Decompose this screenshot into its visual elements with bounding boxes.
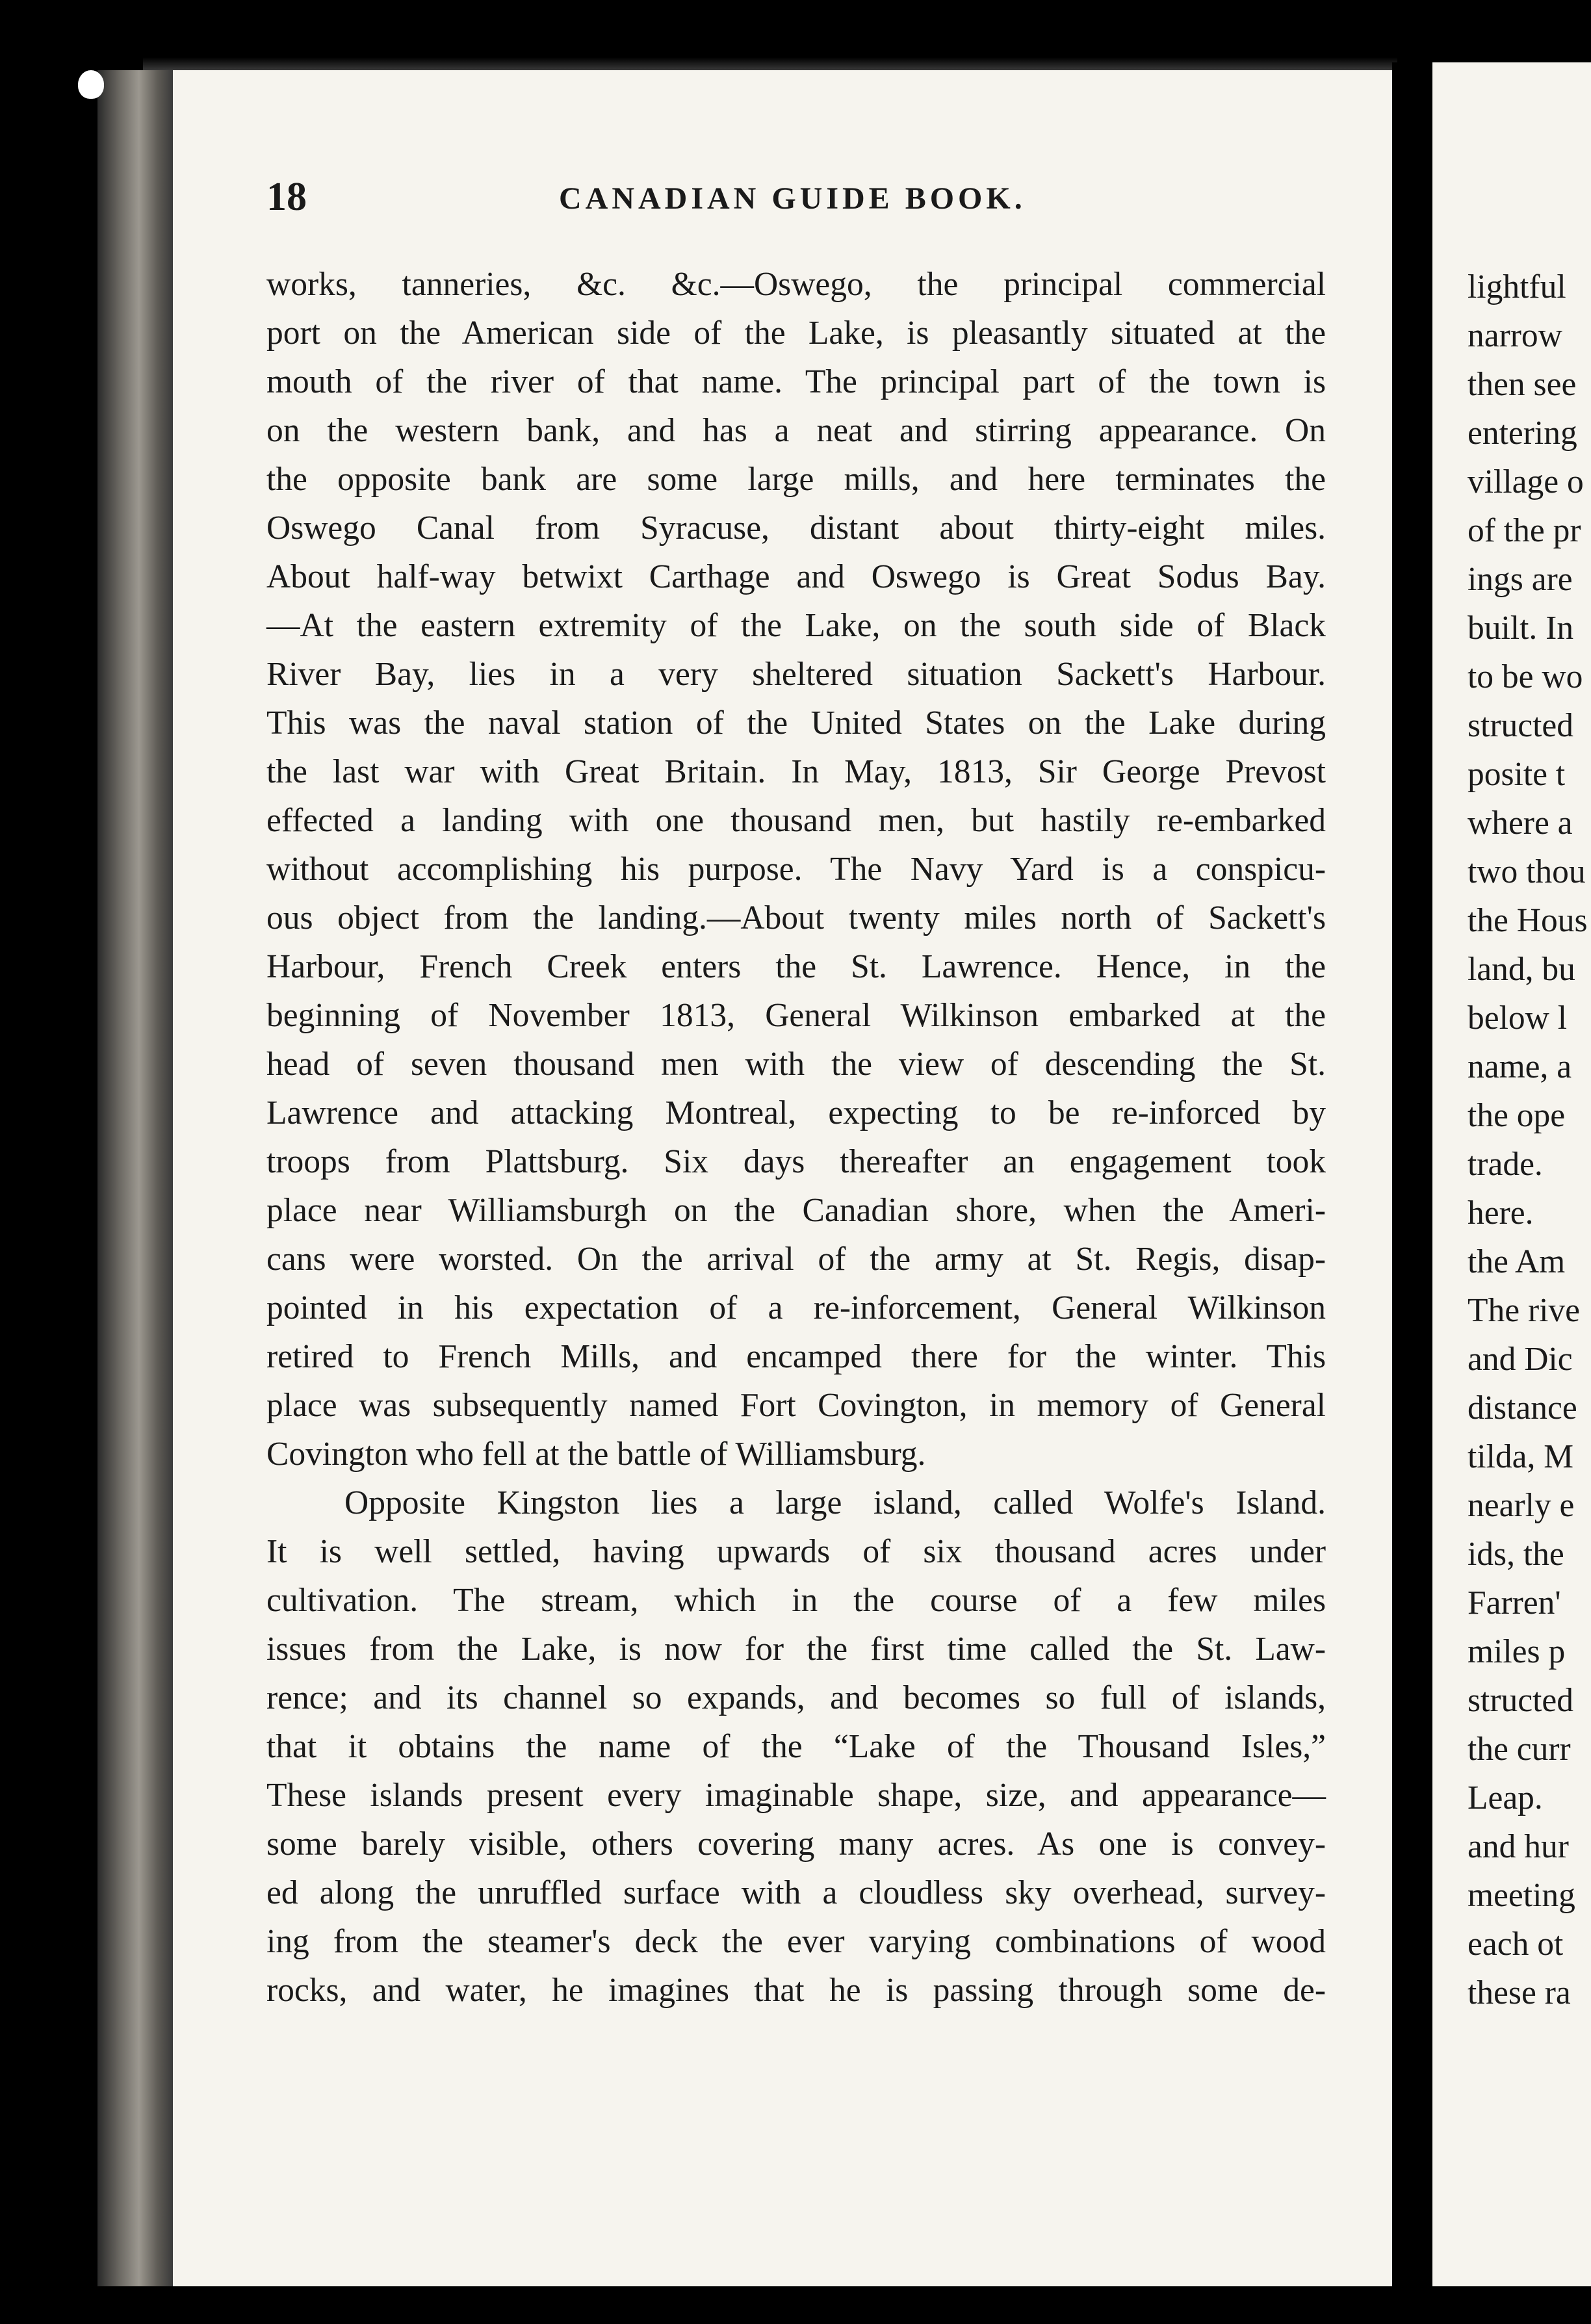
text-line: This was the naval station of the United States on the Lake during <box>266 704 1326 742</box>
facing-text-line: lightful <box>1468 268 1566 305</box>
paragraph-2 <box>266 1478 1326 2015</box>
facing-text-line: the Hous <box>1468 902 1588 939</box>
text-line: place near Williamsburgh on the Canadian shore, when the Ameri- <box>266 1192 1326 1229</box>
text-line: It is well settled, having upwards of six thousand acres under <box>266 1533 1326 1570</box>
facing-text-line: then see <box>1468 366 1577 403</box>
text-line: beginning of November 1813, General Wilkinson embarked at the <box>266 997 1326 1034</box>
text-line: cans were worsted. On the arrival of the army at St. Regis, disap- <box>266 1241 1326 1278</box>
facing-text-line: tilda, M <box>1468 1438 1574 1475</box>
text-line: troops from Plattsburg. Six days thereafter an engagement took <box>266 1143 1326 1180</box>
text-line: River Bay, lies in a very sheltered situation Sackett's Harbour. <box>266 656 1326 693</box>
text-line: effected a landing with one thousand men, but hastily re-embarked <box>266 802 1326 839</box>
page-number: 18 <box>266 175 307 219</box>
page-edge <box>97 70 173 2286</box>
text-line: issues from the Lake, is now for the first time called the St. Law- <box>266 1631 1326 1668</box>
facing-text-line: each ot <box>1468 1926 1564 1963</box>
facing-text-line: to be wo <box>1468 658 1583 695</box>
facing-page-text <box>1468 263 1591 2017</box>
facing-text-line: of the pr <box>1468 512 1581 549</box>
body-text <box>266 260 1326 2015</box>
facing-text-line: these ra <box>1468 1974 1571 2011</box>
text-line: without accomplishing his purpose. The Navy Yard is a conspicu- <box>266 851 1326 888</box>
facing-text-line: distance <box>1468 1389 1577 1427</box>
bottom-margin <box>0 2286 1591 2324</box>
facing-text-line: below l <box>1468 1000 1568 1037</box>
text-line: on the western bank, and has a neat and stirring appearance. On <box>266 412 1326 449</box>
facing-text-line: structed <box>1468 707 1574 744</box>
facing-text-line: narrow <box>1468 317 1562 354</box>
text-line: pointed in his expectation of a re-inforcement, General Wilkinson <box>266 1289 1326 1326</box>
facing-text-line: the Am <box>1468 1243 1566 1280</box>
facing-text-line: The rive <box>1468 1292 1581 1329</box>
facing-text-line: posite t <box>1468 756 1566 793</box>
facing-text-line: and Dic <box>1468 1341 1573 1378</box>
facing-text-line: Farren' <box>1468 1584 1561 1621</box>
text-line: —At the eastern extremity of the Lake, on the south side of Black <box>266 607 1326 644</box>
text-line: Oswego Canal from Syracuse, distant about thirty-eight miles. <box>266 510 1326 547</box>
facing-text-line: nearly e <box>1468 1487 1575 1524</box>
text-line: retired to French Mills, and encamped there for the winter. This <box>266 1338 1326 1375</box>
text-line: head of seven thousand men with the view of descending the St. <box>266 1046 1326 1083</box>
facing-text-line: the curr <box>1468 1731 1571 1768</box>
book-gutter <box>1392 62 1432 2286</box>
text-line: rocks, and water, he imagines that he is passing through some de- <box>266 1972 1326 2009</box>
facing-text-line: miles p <box>1468 1633 1566 1670</box>
facing-text-line: two thou <box>1468 853 1586 890</box>
facing-text-line: entering <box>1468 415 1577 452</box>
text-line: rence; and its channel so expands, and becomes so full of islands, <box>266 1679 1326 1716</box>
text-line: Harbour, French Creek enters the St. Lawrence. Hence, in the <box>266 948 1326 985</box>
scan-mark <box>78 70 104 99</box>
facing-text-line: name, a <box>1468 1048 1572 1085</box>
facing-text-line: the ope <box>1468 1097 1566 1134</box>
text-line: ous object from the landing.—About twenty miles north of Sackett's <box>266 899 1326 936</box>
text-line: Opposite Kingston lies a large island, called Wolfe's Island. <box>344 1484 1326 1521</box>
text-line: cultivation. The stream, which in the course of a few miles <box>266 1582 1326 1619</box>
facing-text-line: ings are <box>1468 561 1573 598</box>
facing-text-line: structed <box>1468 1682 1574 1719</box>
paragraph-1 <box>266 260 1326 1478</box>
text-line: mouth of the river of that name. The principal part of the town is <box>266 363 1326 400</box>
text-line: These islands present every imaginable shape, size, and appearance— <box>266 1777 1326 1814</box>
facing-text-line: meeting <box>1468 1877 1575 1914</box>
text-line: ing from the steamer's deck the ever varying combinations of wood <box>266 1923 1326 1960</box>
facing-text-line: built. In <box>1468 610 1574 647</box>
text-line: Covington who fell at the battle of Williamsburg. <box>266 1436 926 1473</box>
text-line: the last war with Great Britain. In May, 1813, Sir George Prevost <box>266 753 1326 790</box>
facing-text-line: village o <box>1468 463 1584 500</box>
text-line: place was subsequently named Fort Covington, in memory of General <box>266 1387 1326 1424</box>
facing-text-line: here. <box>1468 1194 1534 1232</box>
facing-page <box>1432 62 1591 2286</box>
facing-text-line: and hur <box>1468 1828 1569 1865</box>
text-line: About half-way betwixt Carthage and Oswego is Great Sodus Bay. <box>266 558 1326 595</box>
text-line: some barely visible, others covering many acres. As one is convey- <box>266 1826 1326 1863</box>
text-line: ed along the unruffled surface with a cloudless sky overhead, survey- <box>266 1874 1326 1911</box>
facing-text-line: where a <box>1468 805 1573 842</box>
facing-text-line: ids, the <box>1468 1536 1564 1573</box>
page-title: CANADIAN GUIDE BOOK. <box>559 181 1026 216</box>
text-line: port on the American side of the Lake, is pleasantly situated at the <box>266 315 1326 352</box>
running-head <box>266 174 1326 226</box>
facing-text-line: trade. <box>1468 1146 1543 1183</box>
text-line: Lawrence and attacking Montreal, expecting to be re-inforced by <box>266 1094 1326 1131</box>
text-line: the opposite bank are some large mills, and here terminates the <box>266 461 1326 498</box>
text-line: works, tanneries, &c. &c.—Oswego, the principal commercial <box>266 266 1326 303</box>
facing-text-line: land, bu <box>1468 951 1575 988</box>
facing-text-line: Leap. <box>1468 1779 1543 1816</box>
text-line: that it obtains the name of the “Lake of the Thousand Isles,” <box>266 1728 1326 1765</box>
